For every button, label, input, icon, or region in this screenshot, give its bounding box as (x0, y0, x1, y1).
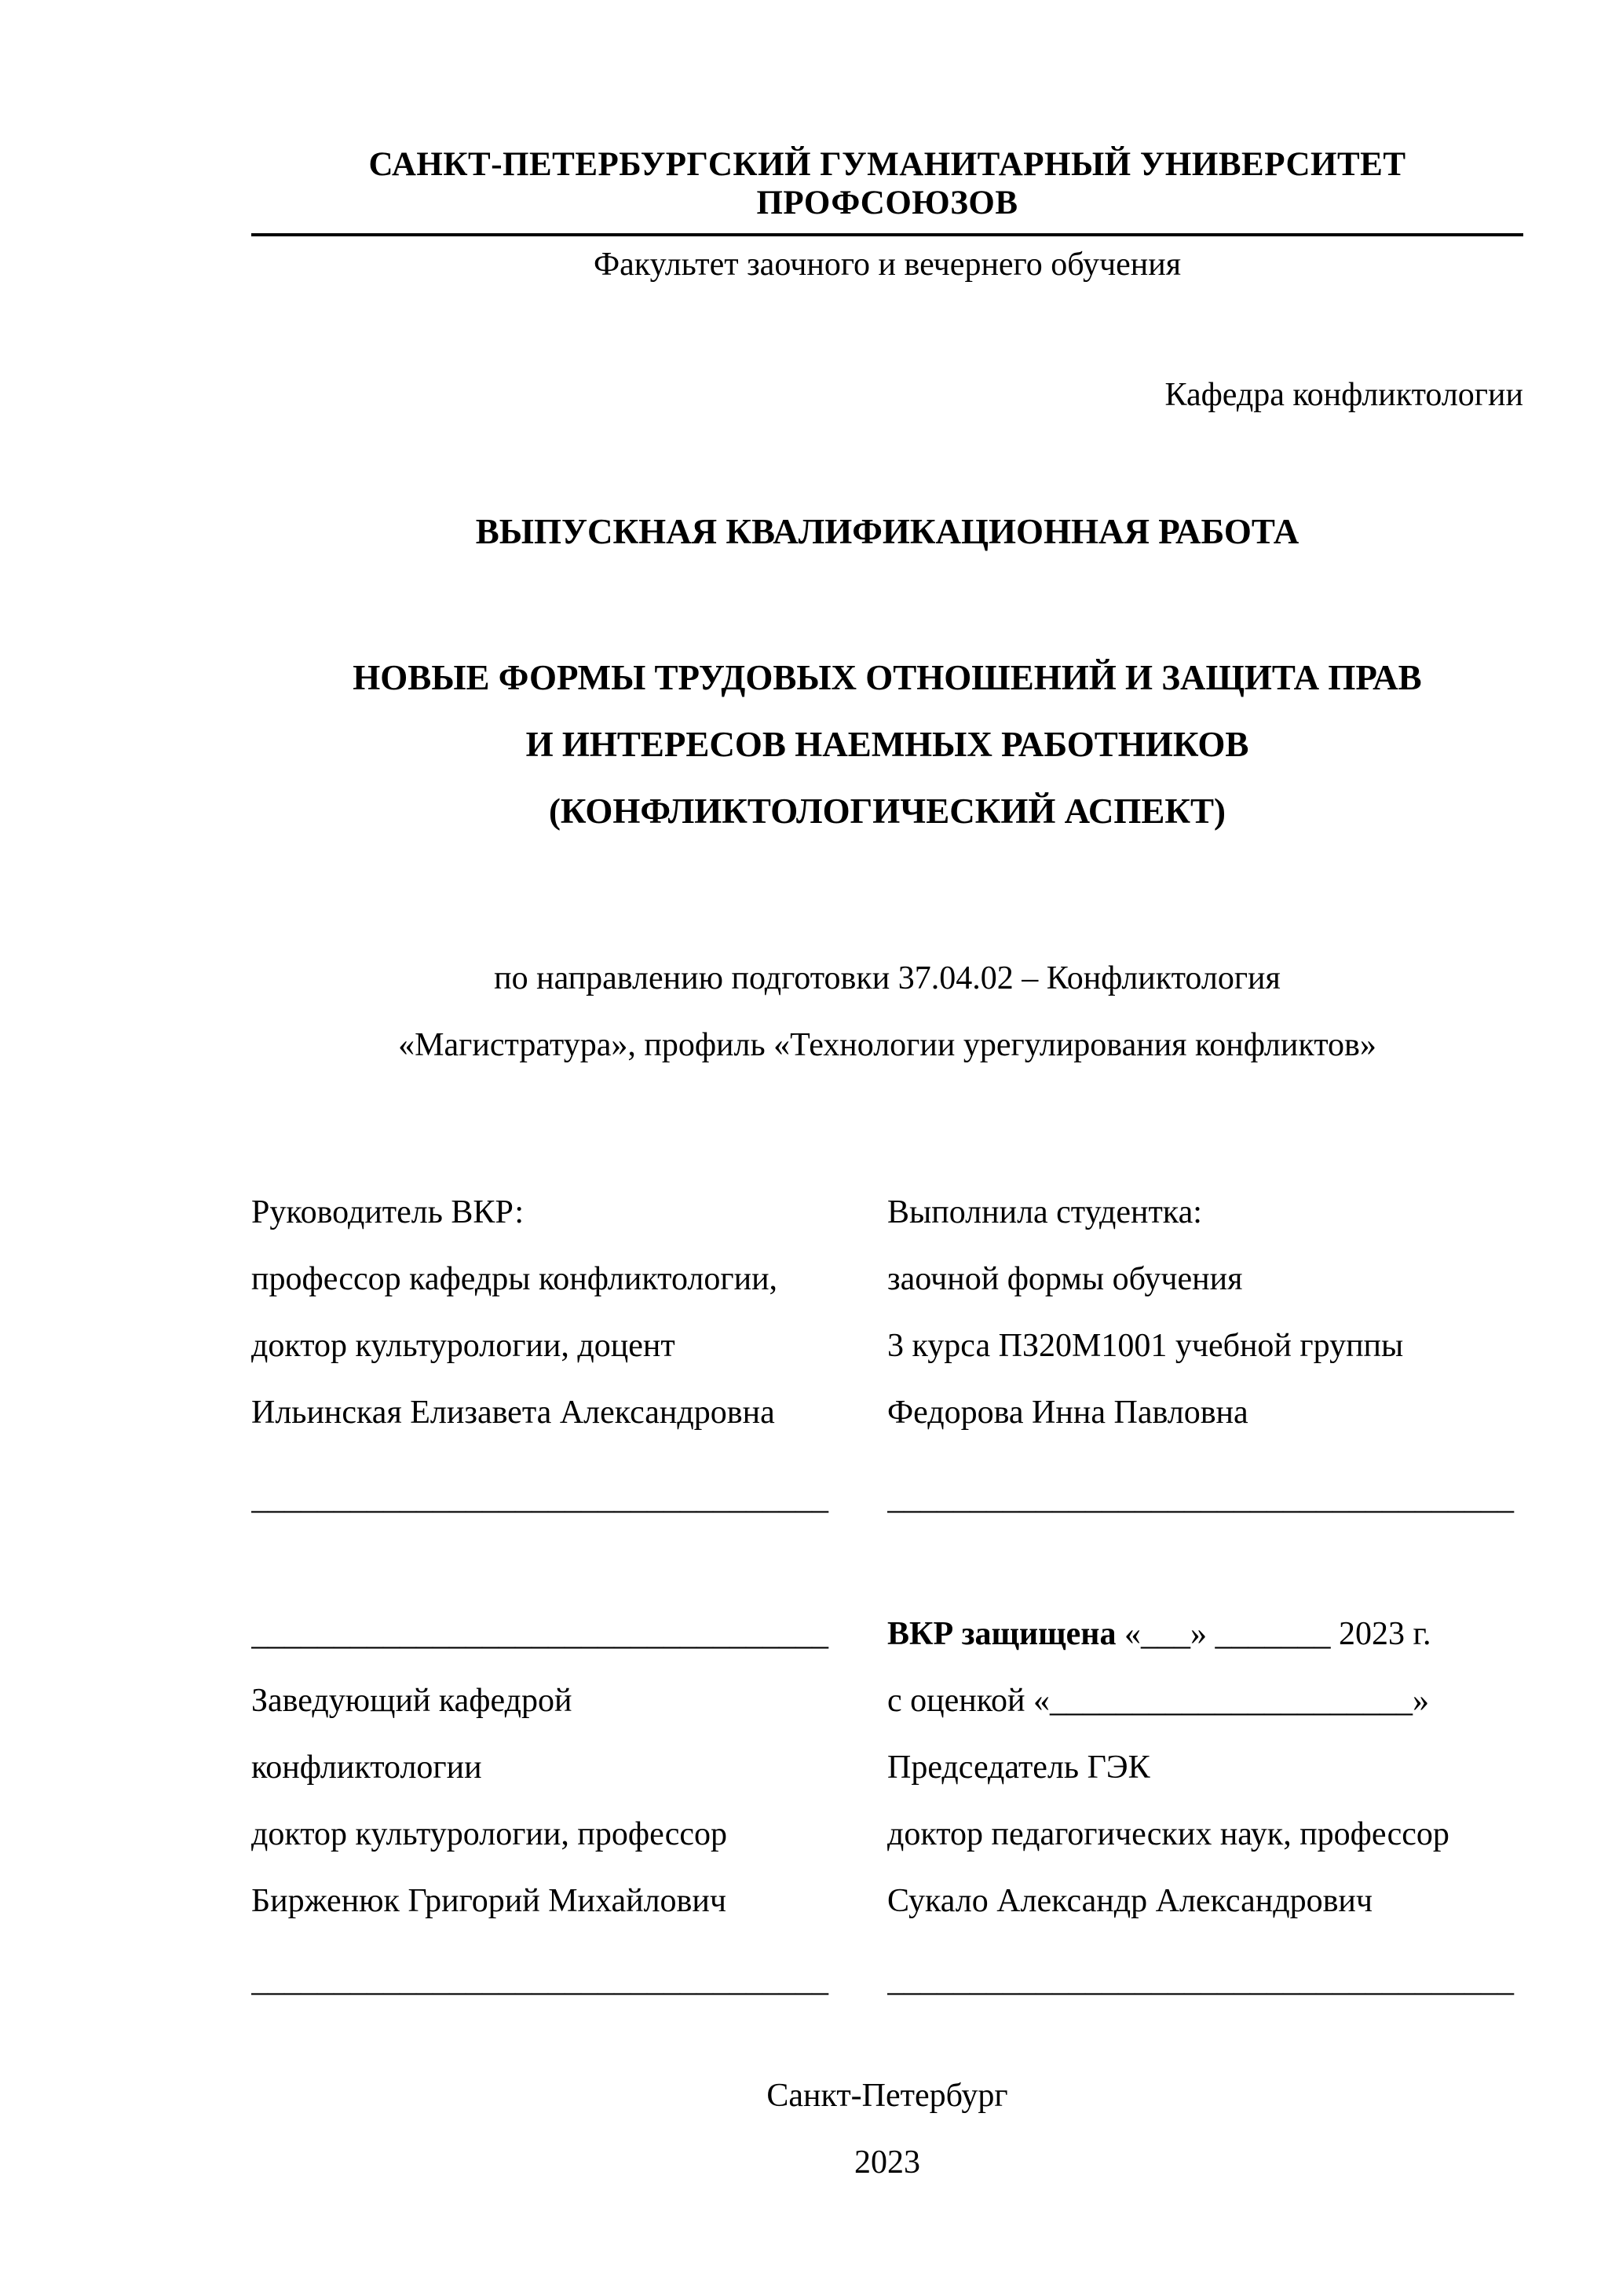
supervisor-signature-line: ___________________________________ (251, 1480, 828, 1516)
department-head-signature-line-top: ___________________________________ (251, 1616, 828, 1652)
department-head-name: Бирженюк Григорий Михайлович (251, 1883, 726, 1919)
supervisor-name: Ильинская Елизавета Александровна (251, 1395, 775, 1431)
supervisor-label: Руководитель ВКР: (251, 1194, 525, 1230)
student-study-form: заочной формы обучения (887, 1261, 1243, 1297)
defense-date-line (887, 1601, 1523, 1668)
student-name: Федорова Инна Павловна (887, 1395, 1248, 1431)
department-head-title-1: Заведующий кафедрой (251, 1683, 572, 1719)
thesis-title-line-2: И ИНТЕРЕСОВ НАЕМНЫХ РАБОТНИКОВ (525, 725, 1249, 764)
program-direction-line-2: «Магистратура», профиль «Технологии урегулирования конфликтов» (398, 1027, 1376, 1063)
committee-chair-degree: доктор педагогических наук, профессор (887, 1816, 1449, 1852)
signature-block-1 (251, 1179, 1523, 1532)
program-direction (251, 945, 1523, 1079)
work-type-heading: ВЫПУСКНАЯ КВАЛИФИКАЦИОННАЯ РАБОТА (475, 512, 1299, 551)
department-head-block (251, 1601, 887, 2014)
defense-date-blank: «___» _______ 2023 г. (1116, 1616, 1431, 1652)
faculty-name: Факультет заочного и вечернего обучения (593, 247, 1182, 283)
department-head-title-2: конфликтологии (251, 1749, 482, 1786)
footer-year: 2023 (854, 2144, 920, 2181)
thesis-title (251, 645, 1523, 845)
student-group: 3 курса ПЗ20М1001 учебной группы (887, 1328, 1404, 1364)
committee-chair-label: Председатель ГЭК (887, 1749, 1150, 1786)
defense-block (887, 1601, 1523, 2014)
committee-chair-signature-line: ______________________________________ (887, 1962, 1514, 1998)
committee-chair-name: Сукало Александр Александрович (887, 1883, 1373, 1919)
program-direction-line-1: по направлению подготовки 37.04.02 – Конфликтология (494, 960, 1281, 996)
student-signature-line: ______________________________________ (887, 1480, 1514, 1516)
supervisor-position-2: доктор культурологии, доцент (251, 1328, 675, 1364)
thesis-title-line-1: НОВЫЕ ФОРМЫ ТРУДОВЫХ ОТНОШЕНИЙ И ЗАЩИТА ПРАВ (353, 658, 1422, 697)
department-head-signature-line-bottom: ___________________________________ (251, 1962, 828, 1998)
department-head-degree: доктор культурологии, профессор (251, 1816, 728, 1852)
defense-label: ВКР защищена (887, 1616, 1117, 1652)
signature-block-2 (251, 1601, 1523, 2014)
supervisor-block (251, 1179, 887, 1532)
header-rule (251, 233, 1523, 236)
thesis-title-line-3: (КОНФЛИКТОЛОГИЧЕСКИЙ АСПЕКТ) (548, 792, 1226, 831)
student-block (887, 1179, 1523, 1532)
footer (251, 2063, 1523, 2196)
student-label: Выполнила студентка: (887, 1194, 1202, 1230)
footer-city: Санкт-Петербург (766, 2078, 1008, 2114)
defense-grade-line: с оценкой «______________________» (887, 1683, 1429, 1719)
department-name: Кафедра конфликтологии (1164, 377, 1523, 413)
university-name: САНКТ-ПЕТЕРБУРГСКИЙ ГУМАНИТАРНЫЙ УНИВЕРСИТЕТ ПРОФСОЮЗОВ (368, 146, 1406, 221)
supervisor-position-1: профессор кафедры конфликтологии, (251, 1261, 778, 1297)
